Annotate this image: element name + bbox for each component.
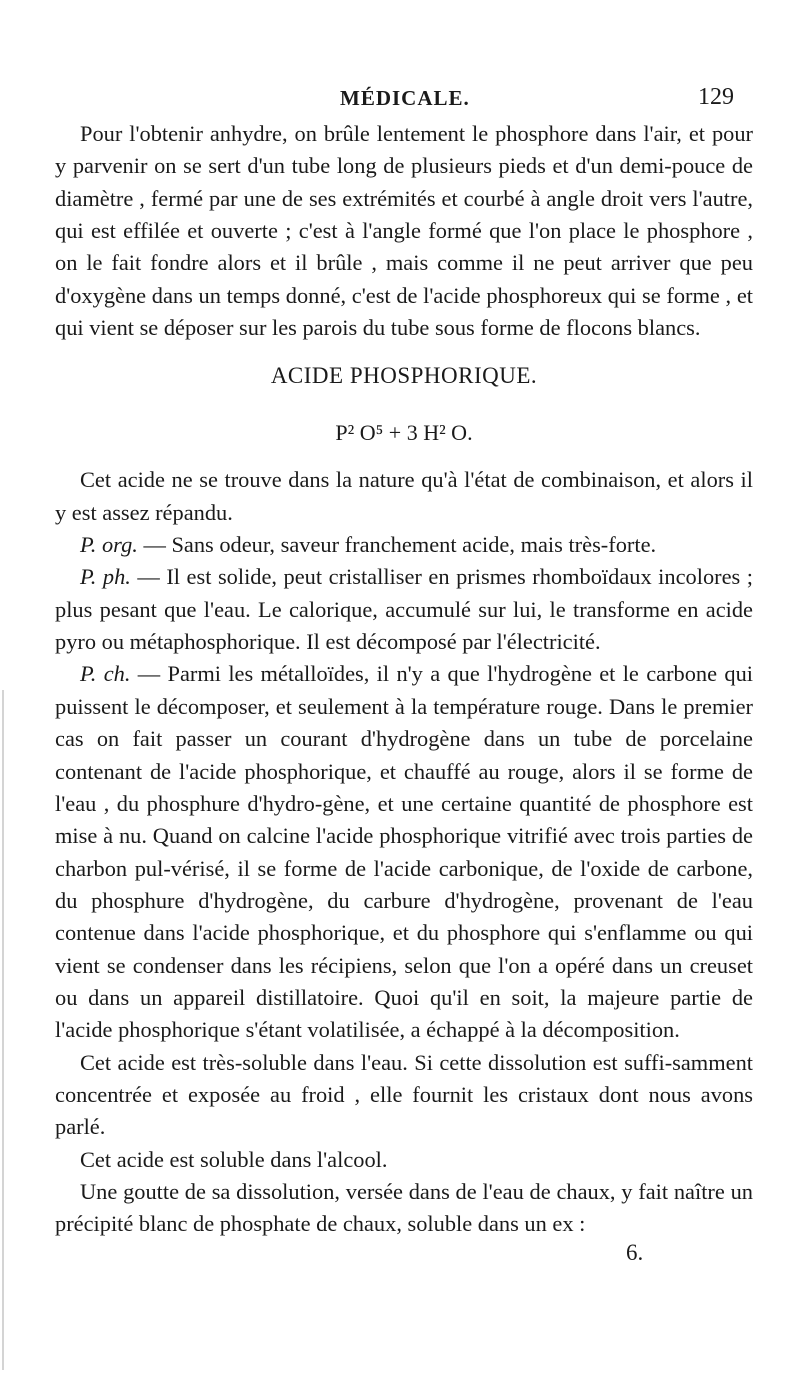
signature-mark: 6. <box>626 1240 644 1265</box>
section-heading: ACIDE PHOSPHORIQUE. <box>270 363 538 389</box>
text-ph: — Il est solide, peut cristalliser en prismes rhomboïdaux incolores ; plus pesant que l'eau. Le calorique, accumulé sur lui, le transforme en acide pyro ou métaphosphorique. Il est décomposé par l'électricité. <box>55 564 753 655</box>
page-edge-shadow <box>2 690 4 1370</box>
body-text <box>55 118 753 1241</box>
paragraph-chemical <box>55 658 753 1046</box>
label-ph: P. ph. <box>80 564 131 590</box>
paragraph-lime-water: Une goutte de sa dissolution, versée dans de l'eau de chaux, y fait naître un précipité blanc de phosphate de chaux, soluble dans un ex : <box>55 1178 753 1237</box>
page-number: 129 <box>698 84 734 110</box>
paragraph-anhydre: Pour l'obtenir anhydre, on brûle lentement le phosphore dans l'air, et pour y parvenir on se sert d'un tube long de plusieurs pieds et d'un demi-pouce de diamètre , fermé par une de ses extrémités et courbé à angle droit vers l'autre, qui est effilée et ouverte ; c'est à l'angle formé que l'on place le phosphore , on le fait fondre alors et il brûle , mais comme il ne peut arriver que peu d'oxygène dans un temps donné, c'est de l'acide phosphoreux qui se forme , et qui vient se déposer sur les parois du tube sous forme de flocons blancs. <box>55 121 753 341</box>
text-ch: — Parmi les métalloïdes, il n'y a que l'hydrogène et le carbone qui puissent le décomposer, et seulement à la température rouge. Dans le premier cas on fait passer un courant d'hydrogène dans un tube de porcelaine contenant de l'acide phosphorique, et chauffé au rouge, alors il se forme de l'eau , du phosphure d'hydro-gène, et une certaine quantité de phosphore est mise à nu. Quand on calcine l'acide phosphorique vitrifié avec trois parties de charbon pul-vérisé, il se forme de l'acide carbonique, de l'oxide de carbone, du phosphure d'hydrogène, du carbure d'hydrogène, provenant de l'eau contenue dans l'acide phosphorique, et du phosphore qui s'enflamme ou qui vient se condenser dans les récipiens, selon que l'on a opéré dans un creuset ou dans un appareil distillatoire. Quoi qu'il en soit, la majeure partie de l'acide phosphorique s'étant volatilisée, a échappé à la décomposition. <box>55 661 753 1043</box>
paragraph-solubility-alcohol: Cet acide est soluble dans l'alcool. <box>80 1146 388 1172</box>
paragraph-organoleptic <box>55 529 753 561</box>
running-header <box>340 86 760 116</box>
label-ch: P. ch. <box>80 661 131 687</box>
paragraph-solubility-water: Cet acide est très-soluble dans l'eau. Si cette dissolution est suffi-samment concentrée et exposée au froid , elle fournit les cristaux dont nous avons parlé. <box>55 1049 753 1140</box>
header-title: MÉDICALE. <box>340 86 470 110</box>
text-org: — Sans odeur, saveur franchement acide, mais très-forte. <box>137 532 657 558</box>
paragraph-nature: Cet acide ne se trouve dans la nature qu'à l'état de combinaison, et alors il y est assez répandu. <box>55 467 753 525</box>
label-org: P. org. <box>80 532 138 558</box>
paragraph-physical <box>55 561 753 658</box>
chemical-formula: P² O⁵ + 3 H² O. <box>335 420 473 446</box>
